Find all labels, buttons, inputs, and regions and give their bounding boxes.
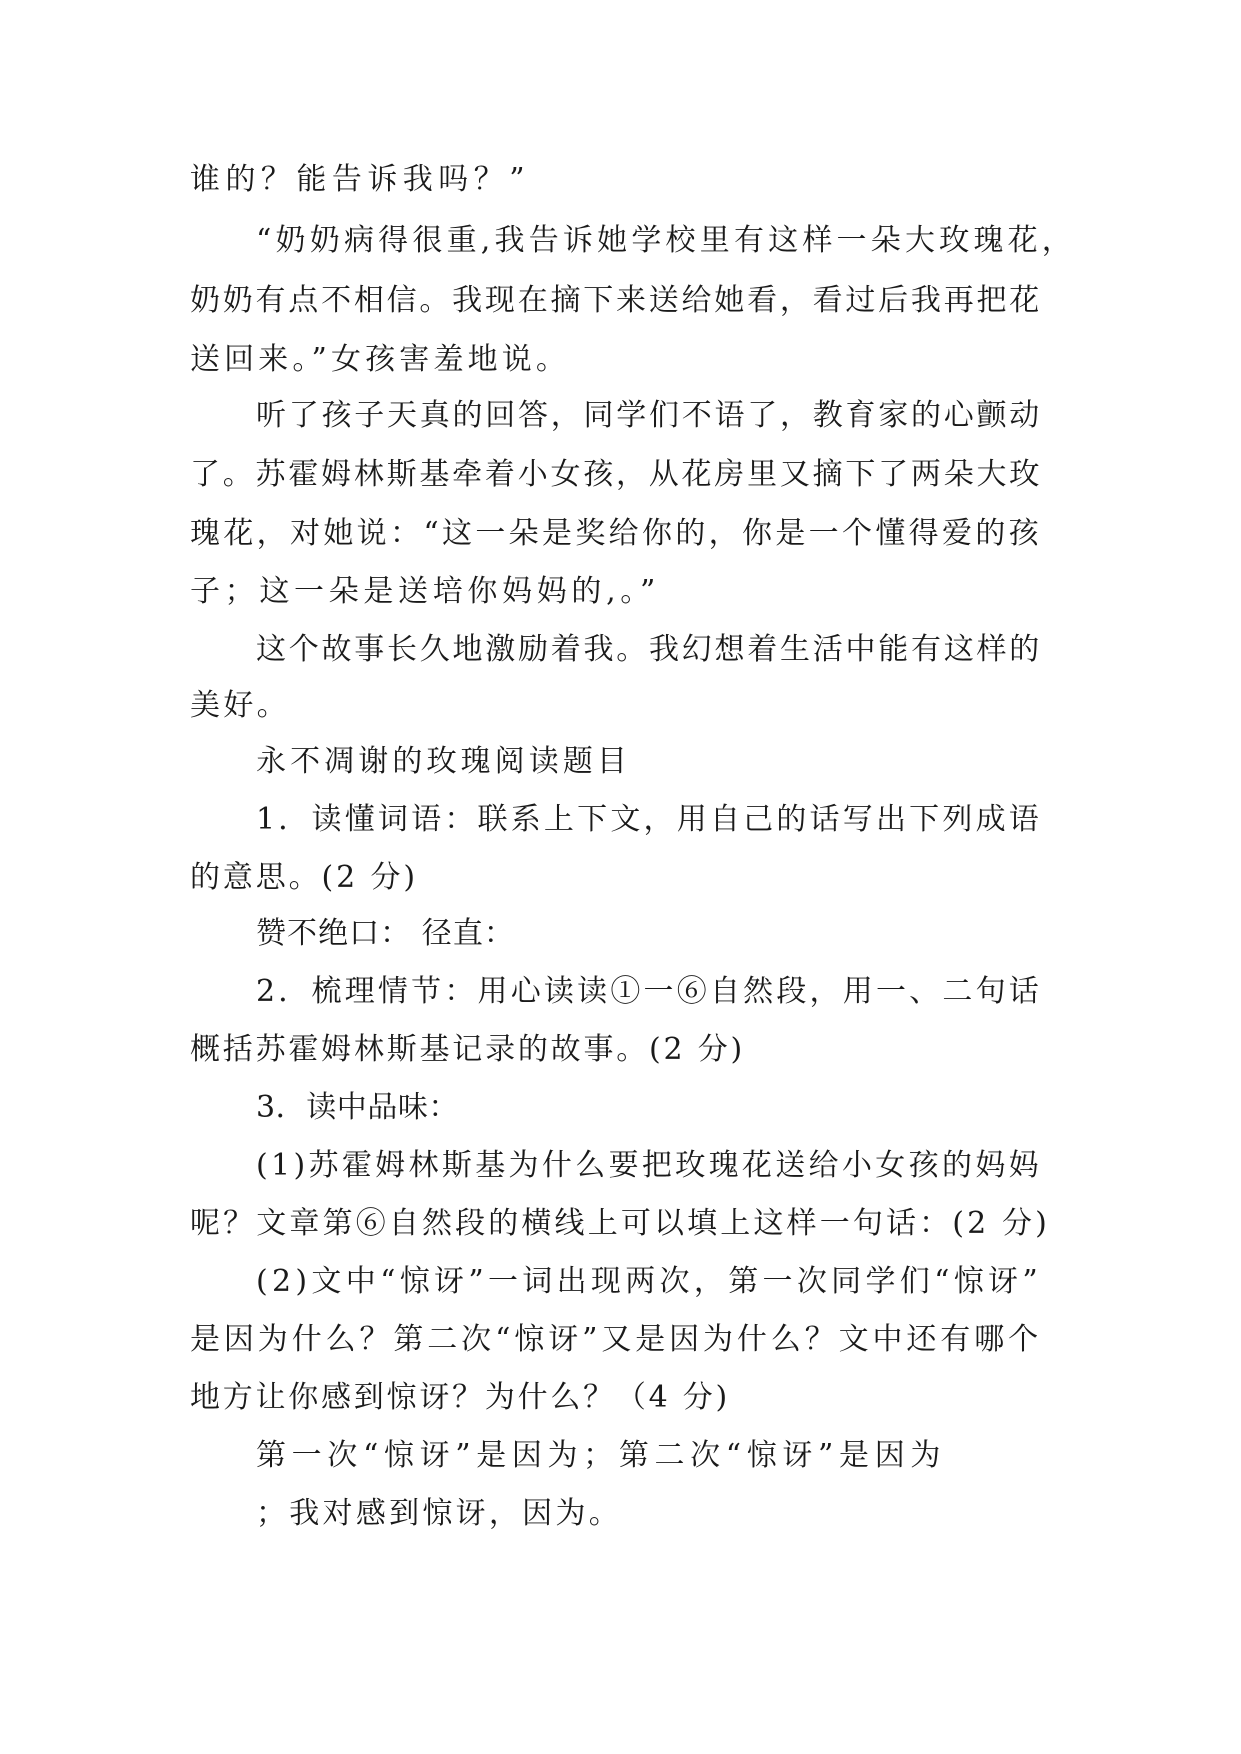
text-line-8: 子；这一朵是送培你妈妈的,。” [190,574,660,609]
text-line-1: 谁的？能告诉我吗？” [190,162,530,197]
text-line-15: 2．梳理情节：用心读读①一⑥自然段，用一、二句话 [256,974,1042,1009]
text-line-5: 听了孩子天真的回答，同学们不语了，教育家的心颤动 [256,398,1042,433]
text-line-21: 是因为什么？第二次“惊讶”又是因为什么？文中还有哪个 [190,1322,1042,1357]
text-line-19: 呢？文章第⑥自然段的横线上可以填上这样一句话：(2 分) [190,1206,1050,1241]
text-line-24: ；我对感到惊讶，因为。 [256,1496,622,1531]
text-line-14: 赞不绝口： 径直： [256,916,515,951]
text-line-10: 美好。 [190,688,290,723]
text-line-3: 奶奶有点不相信。我现在摘下来送给她看，看过后我再把花 [190,283,1042,318]
text-line-11: 永不凋谢的玫瑰阅读题目 [256,744,631,779]
text-line-20: (2)文中“惊讶”一词出现两次，第一次同学们“惊讶” [256,1264,1042,1299]
text-line-16: 概括苏霍姆林斯基记录的故事。(2 分) [190,1032,745,1067]
text-line-2: “奶奶病得很重,我告诉她学校里有这样一朵大玫瑰花， [256,223,1076,258]
text-line-22: 地方让你感到惊讶？为什么？（4 分) [190,1380,730,1415]
text-line-13: 的意思。(2 分) [190,860,418,895]
text-line-4: 送回来。”女孩害羞地说。 [190,342,570,377]
text-line-18: (1)苏霍姆林斯基为什么要把玫瑰花送给小女孩的妈妈 [256,1148,1042,1183]
text-line-9: 这个故事长久地激励着我。我幻想着生活中能有这样的 [256,632,1042,667]
text-line-23: 第一次“惊讶”是因为；第二次“惊讶”是因为 [256,1438,946,1473]
text-line-12: 1．读懂词语：联系上下文，用自己的话写出下列成语 [256,802,1042,837]
text-line-7: 瑰花，对她说：“这一朵是奖给你的，你是一个懂得爱的孩 [190,516,1042,551]
text-line-6: 了。苏霍姆林斯基牵着小女孩，从花房里又摘下了两朵大玫 [190,457,1042,492]
text-line-17: 3．读中品味： [256,1090,459,1125]
